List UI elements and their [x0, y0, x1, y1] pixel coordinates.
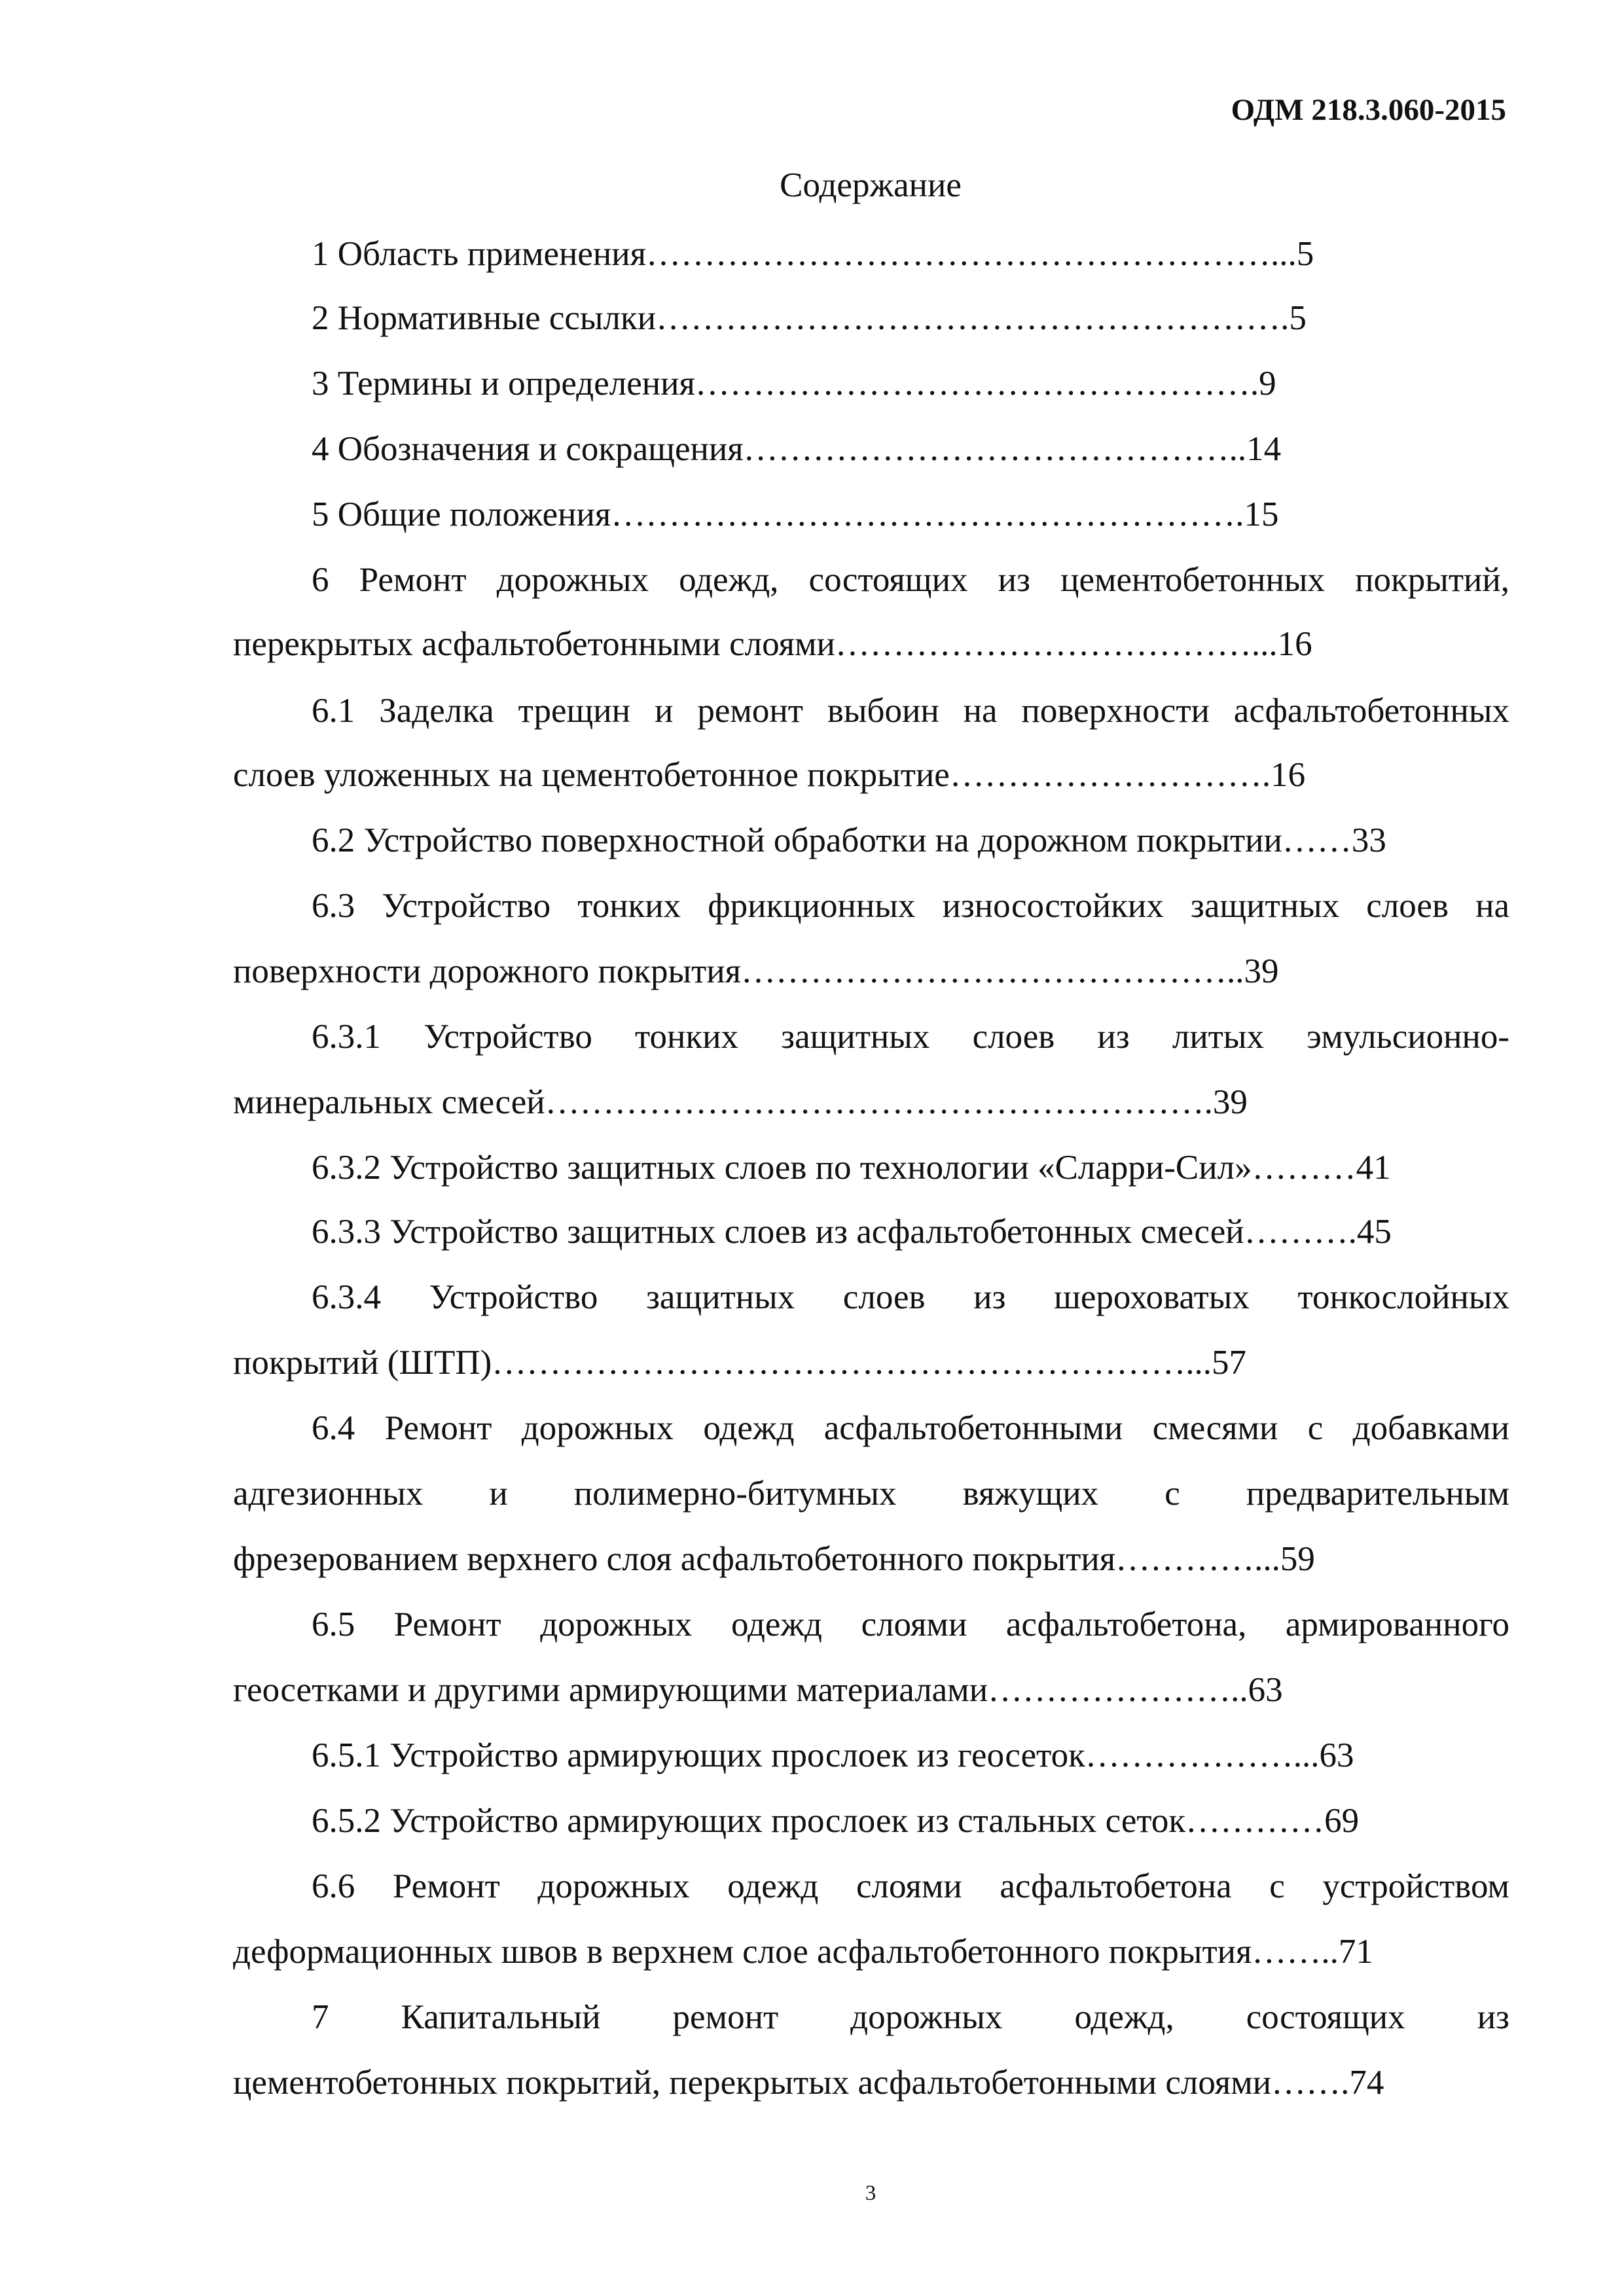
toc-line: 5 Общие положения……………………………………………….15	[312, 495, 1279, 533]
toc-line: 6.5 Ремонт дорожных одежд слоями асфальтобетона, армированного	[312, 1605, 1509, 1643]
document-code: ОДМ 218.3.060-2015	[1231, 93, 1506, 127]
toc-line: слоев уложенных на цементобетонное покрытие……………………….16	[233, 756, 1306, 794]
page-number: 3	[865, 2181, 876, 2205]
toc-line: 6.3.1 Устройство тонких защитных слоев из литых эмульсионно-	[312, 1018, 1509, 1056]
toc-line: фрезерованием верхнего слоя асфальтобетонного покрытия…………...59	[233, 1540, 1315, 1578]
toc-line: 6.2 Устройство поверхностной обработки на дорожном покрытии……33	[312, 821, 1386, 859]
toc-line: 6.3.2 Устройство защитных слоев по технологии «Сларри-Сил»………41	[312, 1149, 1391, 1187]
toc-line: поверхности дорожного покрытия……………………………………..39	[233, 952, 1279, 990]
toc-line: геосетками и другими армирующими материалами…………………..63	[233, 1671, 1283, 1709]
toc-line: адгезионных и полимерно-битумных вяжущих с предварительным	[233, 1475, 1509, 1513]
toc-line: 6 Ремонт дорожных одежд, состоящих из цементобетонных покрытий,	[312, 561, 1509, 599]
toc-line: 4 Обозначения и сокращения……………………………………..14	[312, 430, 1282, 468]
toc-line: перекрытых асфальтобетонными слоями………………………………...16	[233, 625, 1312, 663]
toc-line: 6.3.4 Устройство защитных слоев из шероховатых тонкослойных	[312, 1278, 1509, 1316]
toc-line: 6.3.3 Устройство защитных слоев из асфальтобетонных смесей……….45	[312, 1213, 1392, 1251]
toc-line: 2 Нормативные ссылки……………………………………………….5	[312, 299, 1307, 337]
toc-line: 6.5.2 Устройство армирующих прослоек из стальных сеток…………69	[312, 1802, 1360, 1840]
toc-line: 6.4 Ремонт дорожных одежд асфальтобетонными смесями с добавками	[312, 1409, 1509, 1447]
toc-line: 1 Область применения………………………………………………...5	[312, 235, 1314, 273]
toc-line: минеральных смесей………………………………………………….39	[233, 1083, 1248, 1121]
toc-line: 6.3 Устройство тонких фрикционных износостойких защитных слоев на	[312, 887, 1509, 925]
toc-line: 3 Термины и определения………………………………………….9	[312, 365, 1276, 403]
toc-line: деформационных швов в верхнем слое асфальтобетонного покрытия……..71	[233, 1933, 1373, 1971]
toc-line: 6.1 Заделка трещин и ремонт выбоин на поверхности асфальтобетонных	[312, 692, 1509, 730]
toc-line: 7 Капитальный ремонт дорожных одежд, состоящих из	[312, 1998, 1509, 2036]
toc-line: 6.6 Ремонт дорожных одежд слоями асфальтобетона с устройством	[312, 1867, 1509, 1905]
contents-title: Содержание	[780, 166, 962, 204]
toc-line: 6.5.1 Устройство армирующих прослоек из геосеток………………...63	[312, 1736, 1354, 1774]
toc-line: покрытий (ШТП)……………………………………………………...57	[233, 1344, 1247, 1382]
toc-line: цементобетонных покрытий, перекрытых асфальтобетонными слоями…….74	[233, 2064, 1384, 2102]
